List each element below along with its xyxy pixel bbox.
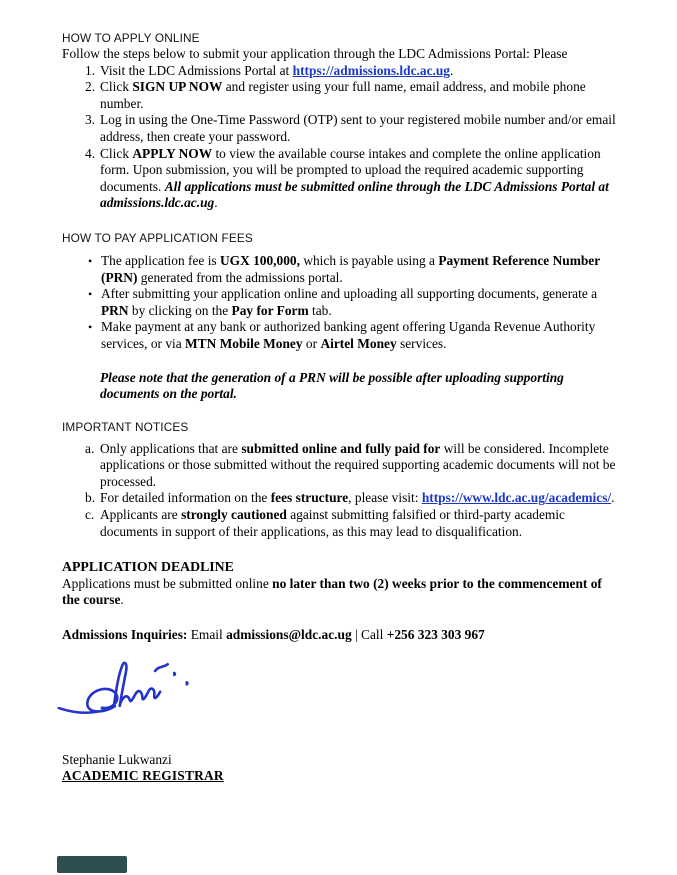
bullet-marker: • [88, 287, 93, 302]
list-item-step-1 [85, 63, 618, 80]
list-item-step-2 [85, 79, 618, 112]
list-item-notice-c [85, 507, 618, 540]
heading-how-to-apply-online: HOW TO APPLY ONLINE [62, 31, 200, 45]
list-item-text: Click SIGN UP NOW and register using your full name, email address, and mobile phone number. [100, 79, 586, 111]
bullet-marker: • [88, 253, 93, 268]
list-marker: 1. [85, 62, 96, 78]
list-item-notice-a [85, 441, 618, 491]
bullet-marker: • [88, 320, 93, 335]
apply-intro-paragraph: Follow the steps below to submit your application through the LDC Admissions Portal: Please [62, 46, 568, 61]
list-item-step-3 [85, 112, 618, 145]
signatory-block [62, 752, 618, 785]
list-item-step-4 [85, 146, 618, 212]
heading-how-to-pay-fees: HOW TO PAY APPLICATION FEES [62, 230, 253, 245]
admissions-inquiries-line: Admissions Inquiries: Email admissions@ldc.ac.ug | Call +256 323 303 967 [62, 627, 485, 643]
handwritten-signature-icon [56, 658, 221, 722]
list-item-text: Log in using the One-Time Password (OTP) sent to your registered mobile number and/or email address, then create your password. [100, 112, 616, 144]
section-how-to-apply [62, 31, 618, 212]
list-item-make-payment [85, 319, 618, 352]
hyperlink[interactable]: https://admissions.ldc.ac.ug [292, 62, 450, 78]
list-item-generate-prn [85, 286, 618, 319]
list-item-text: For detailed information on the fees structure, please visit: https://www.ldc.ac.ug/academics/. [100, 490, 615, 506]
section-how-to-pay-fees [62, 231, 618, 403]
signatory-name: Stephanie Lukwanzi [62, 751, 172, 767]
heading-application-deadline: APPLICATION DEADLINE [62, 559, 234, 575]
deadline-paragraph: Applications must be submitted online no later than two (2) weeks prior to the commencement of the course. [62, 575, 602, 608]
section-application-deadline [62, 559, 618, 609]
heading-important-notices: IMPORTANT NOTICES [62, 419, 189, 434]
list-item-text: Applicants are strongly cautioned against submitting falsified or third-party academic documents in support of their applications, as this may lead to disqualification. [100, 507, 565, 539]
signature-image [56, 658, 618, 722]
list-marker: 2. [85, 79, 96, 95]
list-marker: b. [85, 490, 96, 506]
hyperlink[interactable]: https://www.ldc.ac.ug/academics/ [421, 490, 612, 506]
prn-note-paragraph: Please note that the generation of a PRN will be possible after uploading supporting documents on the portal. [100, 369, 564, 402]
footer-mark [57, 856, 127, 873]
list-marker: 3. [85, 112, 96, 128]
list-item-fee-amount [85, 253, 618, 286]
list-item-text: Visit the LDC Admissions Portal at https://admissions.ldc.ac.ug. [100, 62, 454, 78]
list-marker: c. [85, 507, 95, 523]
section-important-notices [62, 420, 618, 541]
signatory-title: ACADEMIC REGISTRAR [62, 768, 224, 784]
list-item-text: Make payment at any bank or authorized banking agent offering Uganda Revenue Authority services, or via MTN Mobile Money or Airtel Money services. [101, 319, 596, 351]
list-marker: 4. [85, 145, 96, 161]
list-marker: a. [85, 440, 95, 456]
list-item-text: The application fee is UGX 100,000, which is payable using a Payment Reference Number (PRN) generated from the admissions portal. [101, 252, 600, 285]
list-item-text: After submitting your application online and uploading all supporting documents, generate a PRN by clicking on the Pay for Form tab. [101, 286, 598, 318]
list-item-text: Only applications that are submitted online and fully paid for will be considered. Incomplete applications or those submitted without the required supporting academic documents will not be processed. [100, 440, 616, 489]
list-item-notice-b [85, 490, 618, 507]
list-item-text: Click APPLY NOW to view the available course intakes and complete the online application form. Upon submission, you will be prompted to upload the required academic supporting documents. All applications must be submitted online through the LDC Admissions Portal at admissions.ldc.ac.ug. [100, 145, 609, 211]
